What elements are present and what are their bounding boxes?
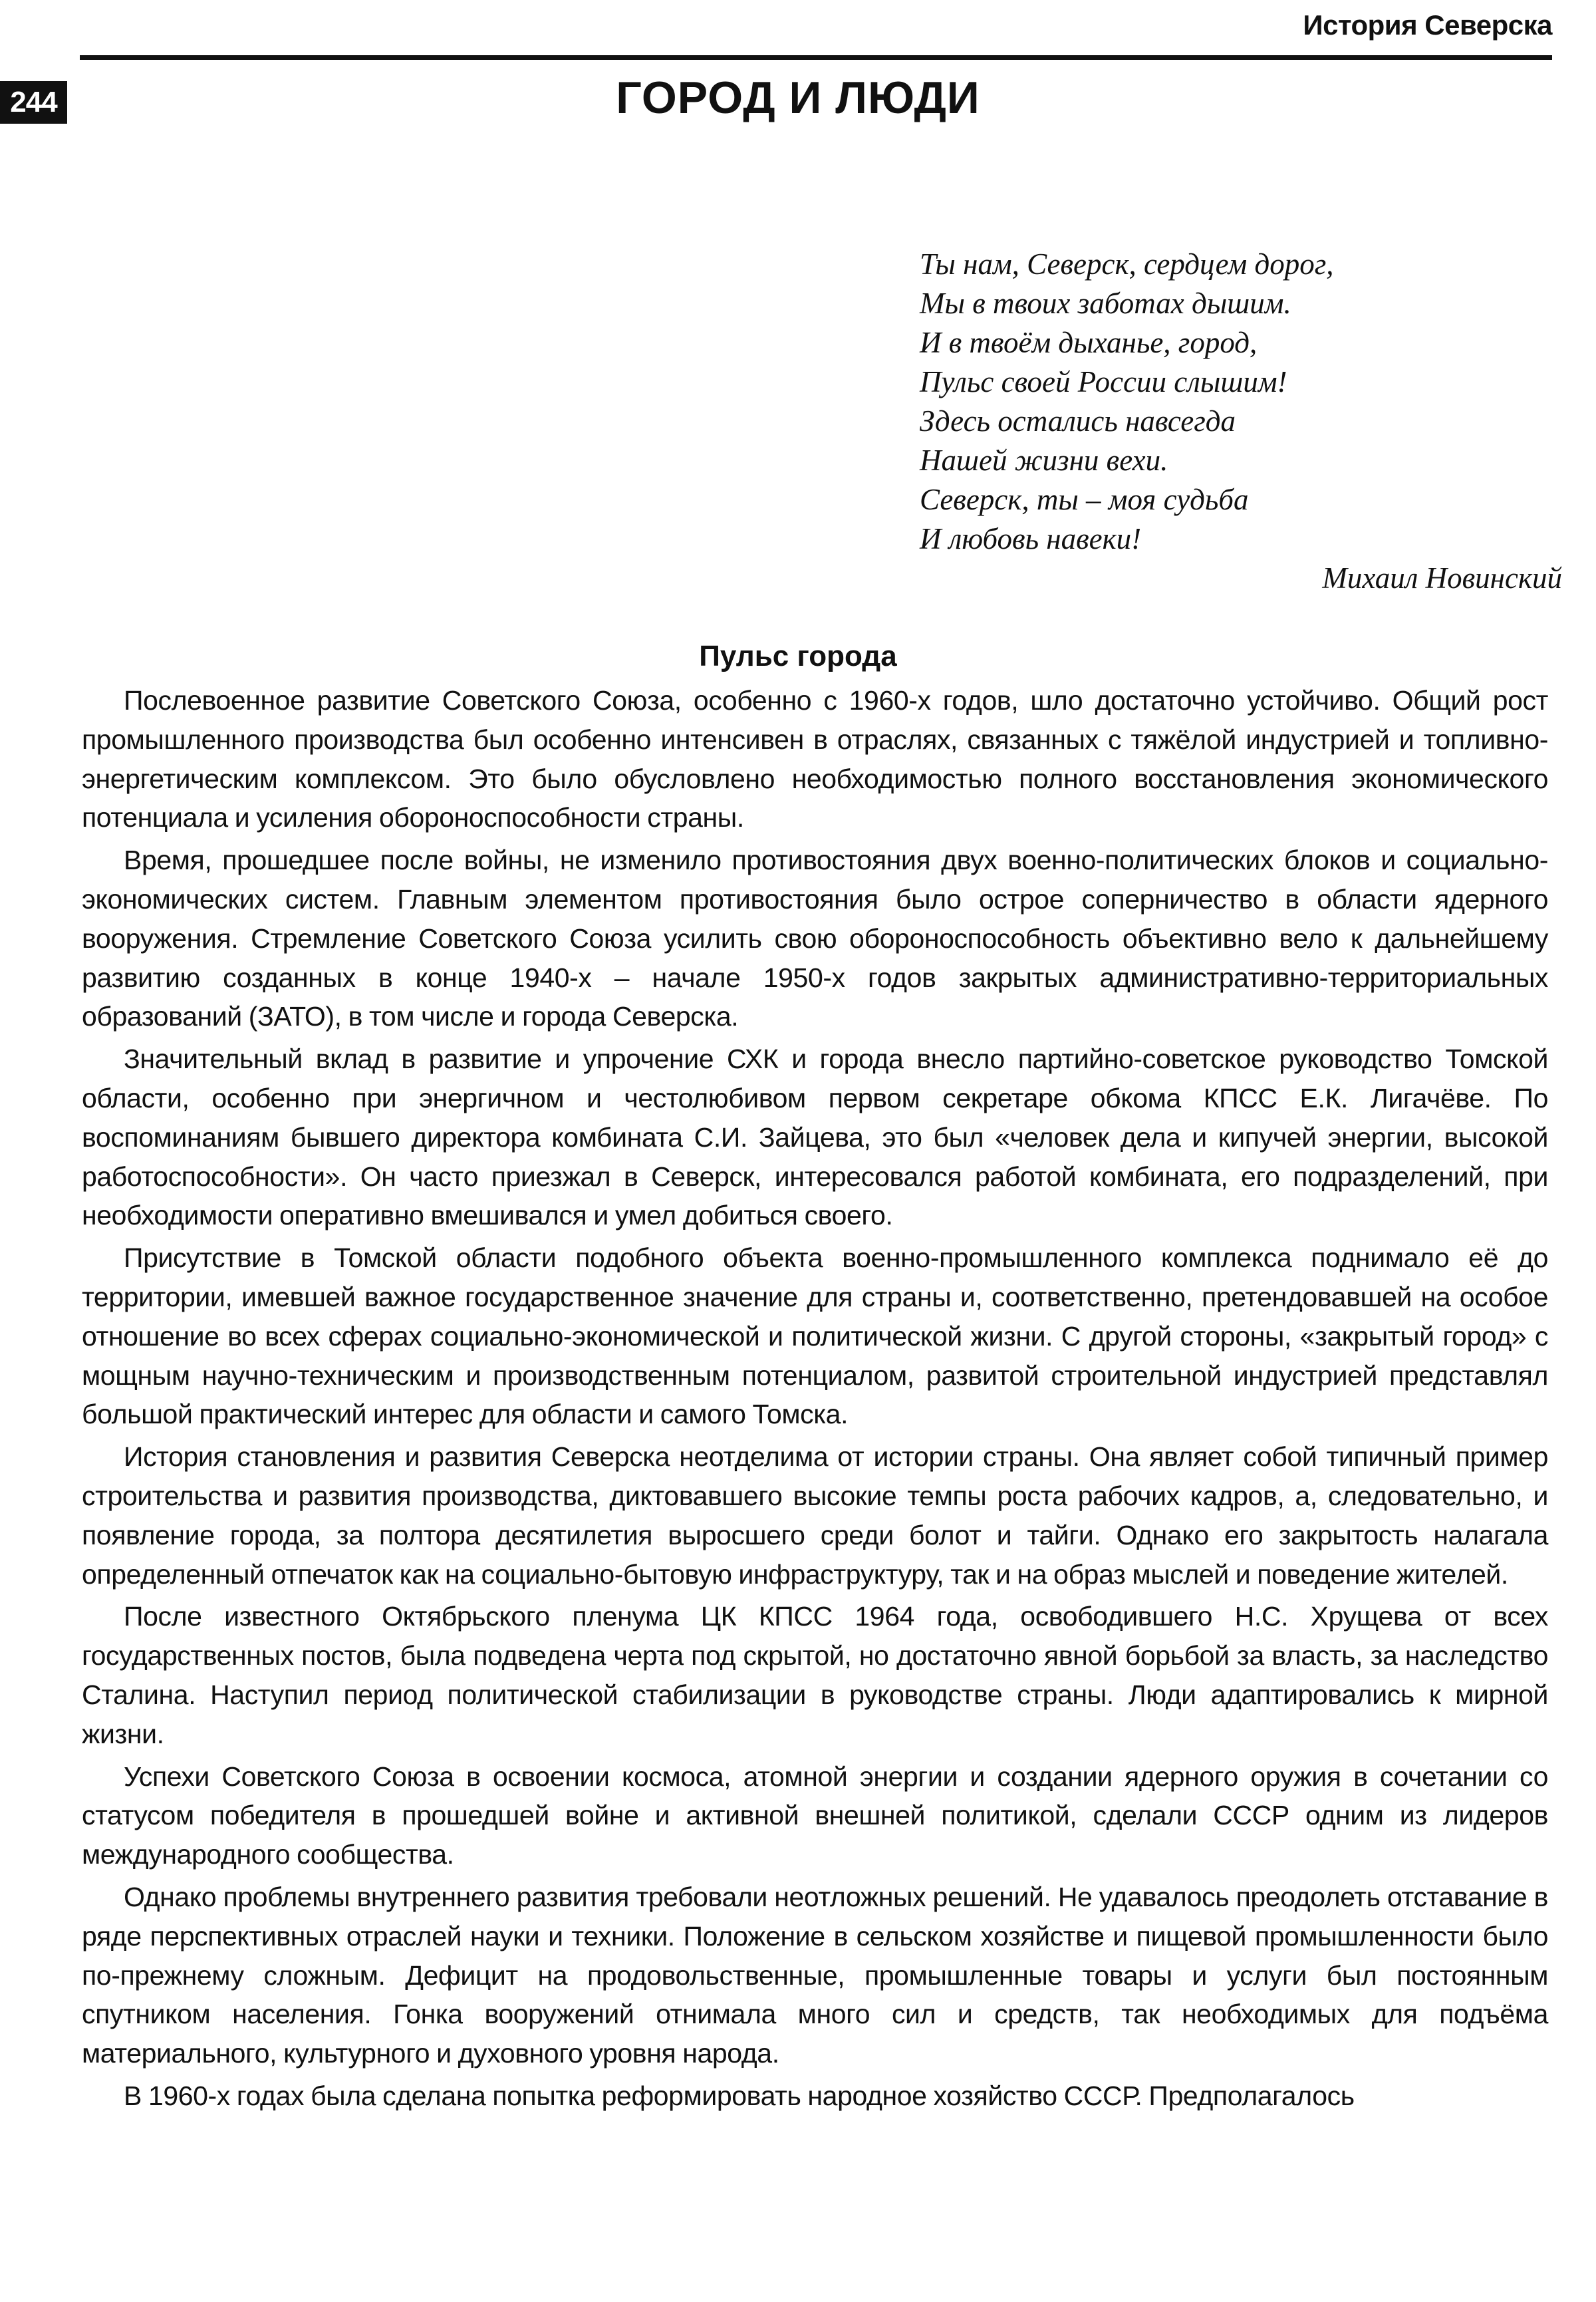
poem-line: И в твоём дыханье, город, xyxy=(920,326,1258,359)
paragraph: После известного Октябрьского пленума ЦК КПСС 1964 года, освободившего Н.С. Хрущева от всех государственных постов, была подведена черта под скрытой, но достаточно явной борьбой за власть, за наследство Сталина. Наступил период политической стабилизации в руководстве страны. Люди адаптировались к мирной жизни. xyxy=(82,1601,1548,1749)
paragraph: Послевоенное развитие Советского Союза, особенно с 1960-х годов, шло достаточно устойчиво. Общий рост промышленного производства был особенно интенсивен в отраслях, связанных с тяжёлой индустрией и топливно-энергетическим комплексом. Это было обусловлено необходимостью полного восстановления экономического потенциала и усиления обороноспособности страны. xyxy=(82,685,1548,833)
paragraph: Значительный вклад в развитие и упрочение СХК и города внесло партийно-советское руководство Томской области, особенно при энергичном и честолюбивом первом секретаре обкома КПСС Е.К. Лигачёве. По воспоминаниям бывшего директора комбината С.И. Зайцева, это был «человек дела и кипучей энергии, высокой работоспособности». Он часто приезжал в Северск, интересовался работой комбината, его подразделений, при необходимости оперативно вмешивался и умел добиться своего. xyxy=(82,1044,1548,1231)
body-text xyxy=(82,681,1548,2119)
paragraph: Успехи Советского Союза в освоении космоса, атомной энергии и создании ядерного оружия в сочетании со статусом победителя в прошедшей войне и активной внешней политикой, сделали СССР одним из лидеров международного сообщества. xyxy=(82,1761,1548,1870)
running-head-title: История Северска xyxy=(1303,9,1552,41)
poem-author: Михаил Новинский xyxy=(1322,561,1562,595)
epigraph-poem xyxy=(920,245,1562,598)
paragraph: В 1960-х годах была сделана попытка реформировать народное хозяйство СССР. Предполагалось xyxy=(124,2080,1355,2111)
poem-line: Нашей жизни вехи. xyxy=(920,444,1168,477)
header-rule xyxy=(80,55,1552,60)
poem-line: Мы в твоих заботах дышим. xyxy=(920,287,1291,320)
paragraph: Присутствие в Томской области подобного объекта военно-промышленного комплекса поднимало её до территории, имевшей важное государственное значение для страны и, соответственно, претендовавшей на особое отношение во всех сферах социально-экономической и политической жизни. С другой стороны, «закрытый город» с мощным научно-техническим и производственным потенциалом, развитой строительной индустрией представлял большой практический интерес для области и самого Томска. xyxy=(82,1242,1548,1430)
paragraph: История становления и развития Северска неотделима от истории страны. Она являет собой типичный пример строительства и развития производства, диктовавшего высокие темпы роста рабочих кадров, а, следовательно, и появление города, за полтора десятилетия выросшего среди болот и тайги. Однако его закрытость налагала определенный отпечаток как на социально-бытовую инфраструктуру, так и на образ мыслей и поведение жителей. xyxy=(82,1441,1548,1590)
poem-line: И любовь навеки! xyxy=(920,522,1142,555)
chapter-title: ГОРОД И ЛЮДИ xyxy=(616,72,980,123)
poem-line: Северск, ты – моя судьба xyxy=(920,483,1249,516)
page-number-badge: 244 xyxy=(0,81,67,124)
section-title: Пульс города xyxy=(699,640,897,672)
paragraph: Время, прошедшее после войны, не изменило противостояния двух военно-политических блоков и социально-экономических систем. Главным элементом противостояния было острое соперничество в области ядерного вооружения. Стремление Советского Союза усилить свою обороноспособность объективно вело к дальнейшему развитию созданных в конце 1940-х – начале 1950-х годов закрытых административно-территориальных образований (ЗАТО), в том числе и города Северска. xyxy=(82,845,1548,1032)
paragraph: Однако проблемы внутреннего развития требовали неотложных решений. Не удавалось преодолеть отставание в ряде перспективных отраслей науки и техники. Положение в сельском хозяйстве и пищевой промышленности было по-прежнему сложным. Дефицит на продовольственные, промышленные товары и услуги был постоянным спутником населения. Гонка вооружений отнимала много сил и средств, так необходимых для подъёма материального, культурного и духовного уровня народа. xyxy=(82,1881,1548,2069)
poem-line: Здесь остались навсегда xyxy=(920,404,1236,438)
poem-line: Пульс своей России слышим! xyxy=(920,365,1287,398)
poem-line: Ты нам, Северск, сердцем дорог, xyxy=(920,247,1334,281)
